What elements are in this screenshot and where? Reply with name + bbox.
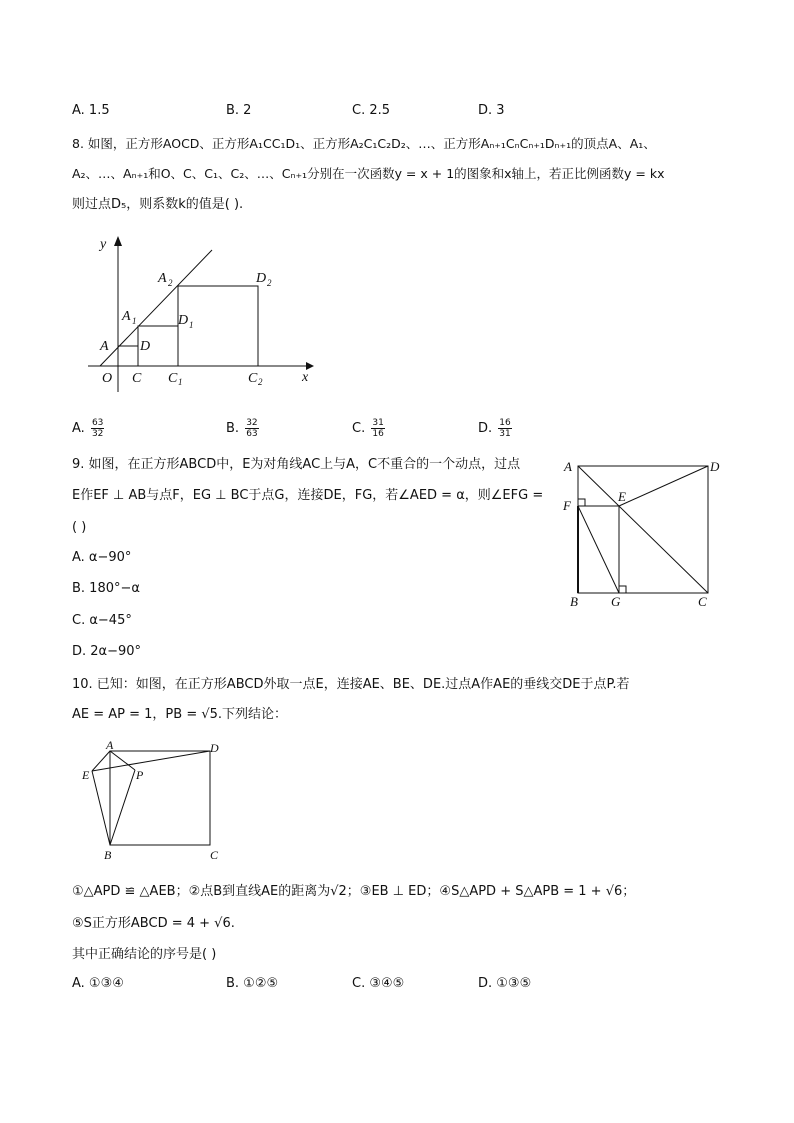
q9-stem-line3: ( ) <box>72 520 87 535</box>
label-c2-sub: 2 <box>258 377 263 387</box>
label-c2: C <box>248 371 258 386</box>
label-d: D <box>140 339 151 354</box>
q10-option-b: B. ①②⑤ <box>226 976 279 991</box>
label-d2-sub: 2 <box>267 278 272 288</box>
q8-option-a-label: A. <box>72 421 85 436</box>
label-e: E <box>618 489 626 504</box>
q9-stem-line1: 9. 如图，在正方形ABCD中，E为对角线AC上与A，C不重合的一个动点，过点 <box>72 457 521 472</box>
q10-option-a: A. ①③④ <box>72 976 124 991</box>
q9-stem-line2: E作EF ⊥ AB与点F，EG ⊥ BC于点G，连接DE，FG，若∠AED = α，则∠EFG = <box>72 488 544 503</box>
q9-option-d: D. 2α−90° <box>72 644 142 659</box>
q7-option-c: C. 2.5 <box>352 103 391 118</box>
label-b: B <box>104 848 112 862</box>
q8-option-c-fraction: $\frac{31}{16}$ <box>372 418 384 439</box>
q8-option-d-label: D. <box>478 421 493 436</box>
label-c: C <box>698 594 707 609</box>
segment-pb <box>110 770 135 845</box>
q9-figure <box>556 456 726 614</box>
label-c: C <box>210 848 219 862</box>
label-a1: A <box>122 309 131 324</box>
label-a2-sub: 2 <box>168 278 173 288</box>
q8-option-b <box>226 418 259 439</box>
q10-stem-line1: 10. 已知：如图，在正方形ABCD外取一点E，连接AE、BE、DE.过点A作AE的垂线交DE于点P.若 <box>72 677 630 692</box>
q10-question: 其中正确结论的序号是( ) <box>72 947 217 962</box>
q10-conclusions-line2: ⑤S正方形ABCD = 4 + √6. <box>72 916 235 931</box>
q9-option-a: A. α−90° <box>72 550 132 565</box>
q8-option-a <box>72 418 104 439</box>
label-d: D <box>210 741 219 755</box>
q8-stem-line2: A₂、…、Aₙ₊₁和O、C、C₁、C₂、…、Cₙ₊₁分别在一次函数y = x + 1的图象和x轴上，若正比例函数y = kx <box>72 166 665 181</box>
right-angle-g-icon <box>619 586 626 593</box>
q8-option-c-label: C. <box>352 421 366 436</box>
q9-option-b: B. 180°−α <box>72 581 140 596</box>
label-o: O <box>102 371 113 386</box>
label-x: x <box>302 370 309 385</box>
label-y: y <box>100 237 107 252</box>
q8-stem-line1: 8. 如图，正方形AOCD、正方形A₁CC₁D₁、正方形A₂C₁C₂D₂、…、正方形Aₙ₊₁CₙCₙ₊₁Dₙ₊₁的顶点A、A₁、 <box>72 136 656 151</box>
label-g: G <box>611 594 621 609</box>
label-d1: D <box>178 313 189 328</box>
diagonal-ac <box>578 466 708 593</box>
q8-option-b-fraction: $\frac{32}{63}$ <box>246 418 258 439</box>
q8-figure <box>80 232 320 397</box>
q10-conclusions-line1: ①△APD ≌ △AEB；②点B到直线AE的距离为√2；③EB ⊥ ED；④S△APD + S△APB = 1 + √6； <box>72 884 636 899</box>
label-a: A <box>106 738 114 752</box>
label-d1-sub: 1 <box>189 320 194 330</box>
label-a1-sub: 1 <box>132 316 137 326</box>
segment-be <box>92 771 110 845</box>
q10-option-d: D. ①③⑤ <box>478 976 532 991</box>
label-a2: A <box>158 271 167 286</box>
label-d2: D <box>256 271 267 286</box>
segment-de <box>619 466 708 506</box>
segment-fg <box>578 506 619 593</box>
label-a: A <box>100 339 109 354</box>
label-a: A <box>564 459 572 474</box>
q8-stem-line3: 则过点D₅，则系数k的值是( ). <box>72 197 244 212</box>
right-angle-f-icon <box>578 499 585 506</box>
x-axis-arrow-icon <box>306 362 314 370</box>
label-p: P <box>136 768 144 782</box>
q7-option-b: B. 2 <box>226 103 252 118</box>
label-f: F <box>563 498 571 513</box>
q8-option-d <box>478 418 512 439</box>
q10-option-c: C. ③④⑤ <box>352 976 405 991</box>
q8-option-a-fraction: $\frac{63}{32}$ <box>91 418 104 439</box>
q7-option-d: D. 3 <box>478 103 505 118</box>
q8-option-b-label: B. <box>226 421 240 436</box>
q8-option-c <box>352 418 385 439</box>
label-b: B <box>570 594 578 609</box>
label-e: E <box>82 768 90 782</box>
square-aocd <box>118 346 138 366</box>
y-axis-arrow-icon <box>114 236 122 246</box>
q7-option-a: A. 1.5 <box>72 103 110 118</box>
q10-figure <box>80 737 230 865</box>
label-c1: C <box>168 371 178 386</box>
label-c: C <box>132 371 142 386</box>
line-y-x-plus-1 <box>100 250 212 366</box>
q9-option-c: C. α−45° <box>72 613 132 628</box>
q10-stem-line2: AE = AP = 1，PB = √5.下列结论： <box>72 707 288 722</box>
label-c1-sub: 1 <box>178 377 183 387</box>
q8-option-d-fraction: $\frac{16}{31}$ <box>499 418 511 439</box>
label-d: D <box>710 459 720 474</box>
